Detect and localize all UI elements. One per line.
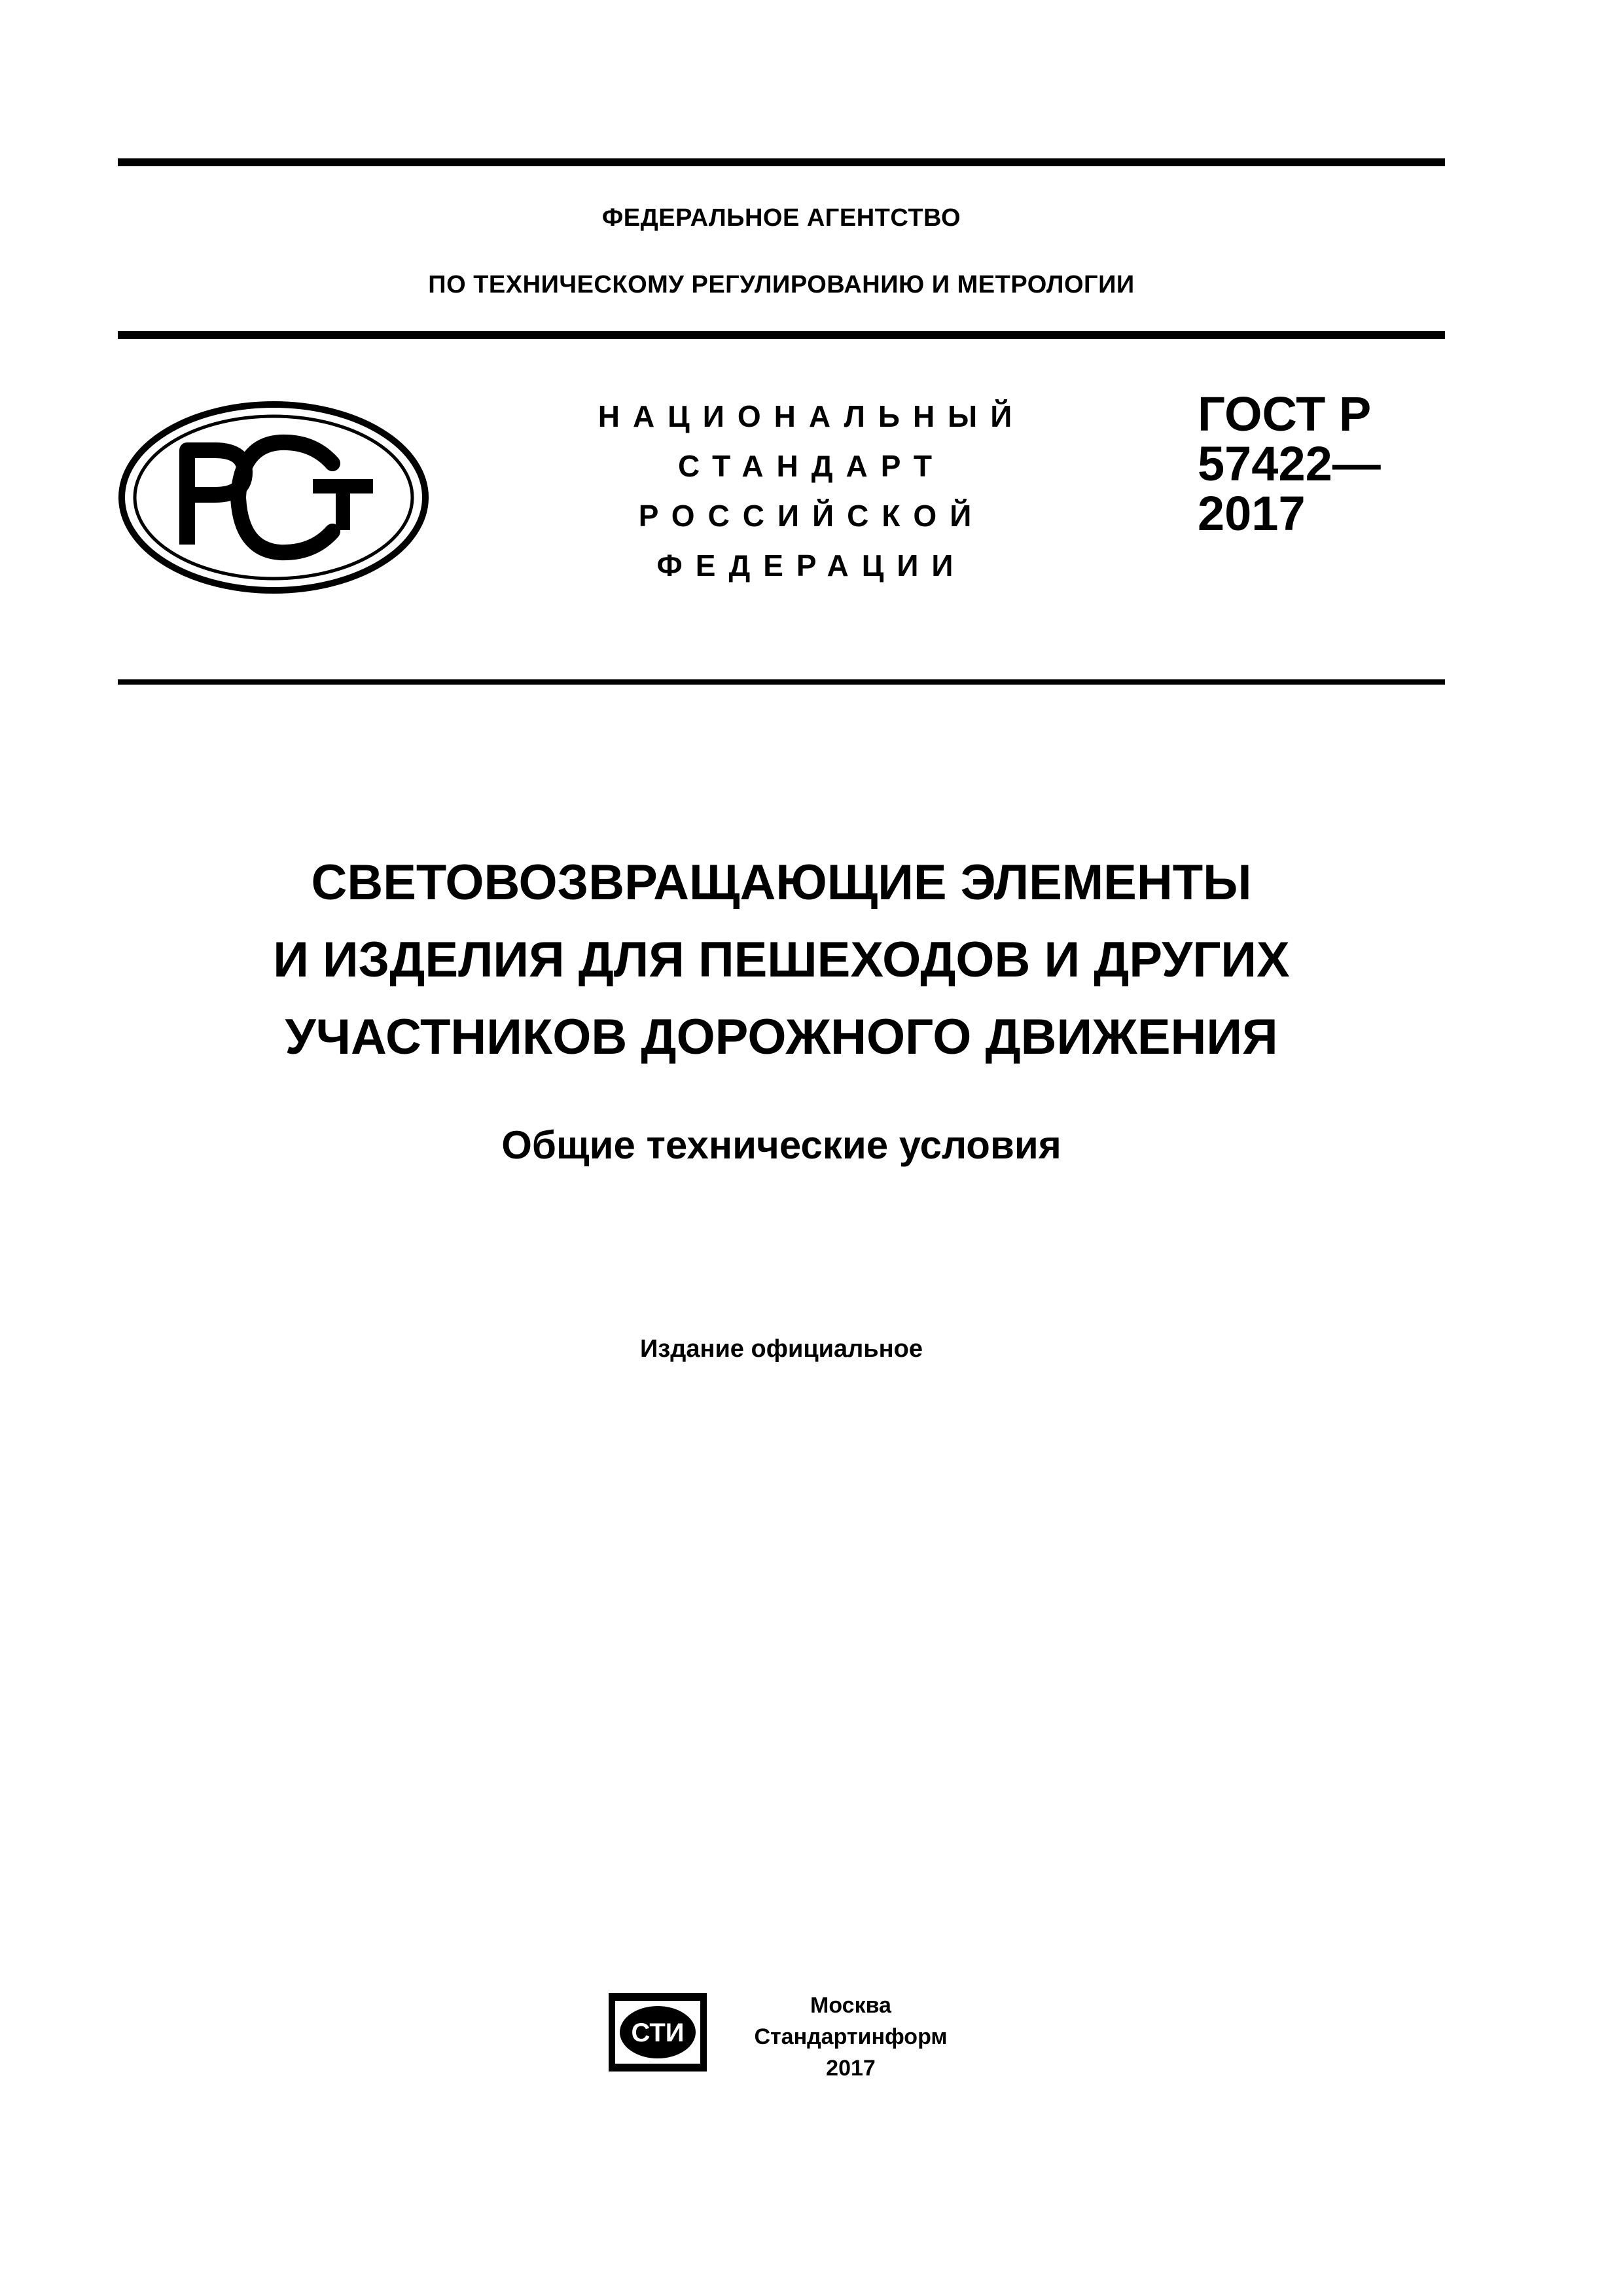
document-title bbox=[118, 844, 1445, 1076]
document-subtitle: Общие технические условия bbox=[501, 1123, 1061, 1167]
rst-emblem-icon bbox=[116, 399, 431, 596]
designation-number: 57422— bbox=[1198, 437, 1381, 491]
national-standard-line: НАЦИОНАЛЬНЫЙ bbox=[597, 399, 1026, 433]
title-line: СВЕТОВОЗВРАЩАЮЩИЕ ЭЛЕМЕНТЫ bbox=[311, 855, 1252, 910]
section-divider bbox=[118, 679, 1445, 685]
publisher-name: Стандартинформ bbox=[754, 2024, 948, 2049]
designation-year: 2017 bbox=[1198, 486, 1306, 541]
publisher-block bbox=[726, 1990, 975, 2084]
header-divider bbox=[118, 331, 1445, 339]
standard-designation bbox=[1198, 389, 1446, 539]
national-standard-line: СТАНДАРТ bbox=[678, 449, 945, 483]
publisher-logo-text: СТИ bbox=[631, 2018, 685, 2047]
title-line: УЧАСТНИКОВ ДОРОЖНОГО ДВИЖЕНИЯ bbox=[285, 1009, 1278, 1065]
publisher-city: Москва bbox=[810, 1993, 891, 2018]
title-line: И ИЗДЕЛИЯ ДЛЯ ПЕШЕХОДОВ И ДРУГИХ bbox=[273, 932, 1290, 988]
national-standard-line: ФЕДЕРАЦИИ bbox=[656, 548, 967, 583]
agency-line-2: ПО ТЕХНИЧЕСКОМУ РЕГУЛИРОВАНИЮ И МЕТРОЛОГИИ bbox=[428, 271, 1135, 298]
designation-line: ГОСТ Р bbox=[1198, 387, 1372, 441]
standartinform-logo-icon bbox=[609, 1993, 707, 2072]
top-rule bbox=[118, 158, 1445, 166]
agency-line-1: ФЕДЕРАЛЬНОЕ АГЕНТСТВО bbox=[601, 204, 961, 232]
national-standard-heading bbox=[576, 391, 1047, 590]
publisher-year: 2017 bbox=[826, 2056, 876, 2081]
edition-note: Издание официальное bbox=[640, 1335, 923, 1363]
national-standard-line: РОССИЙСКОЙ bbox=[638, 499, 985, 533]
